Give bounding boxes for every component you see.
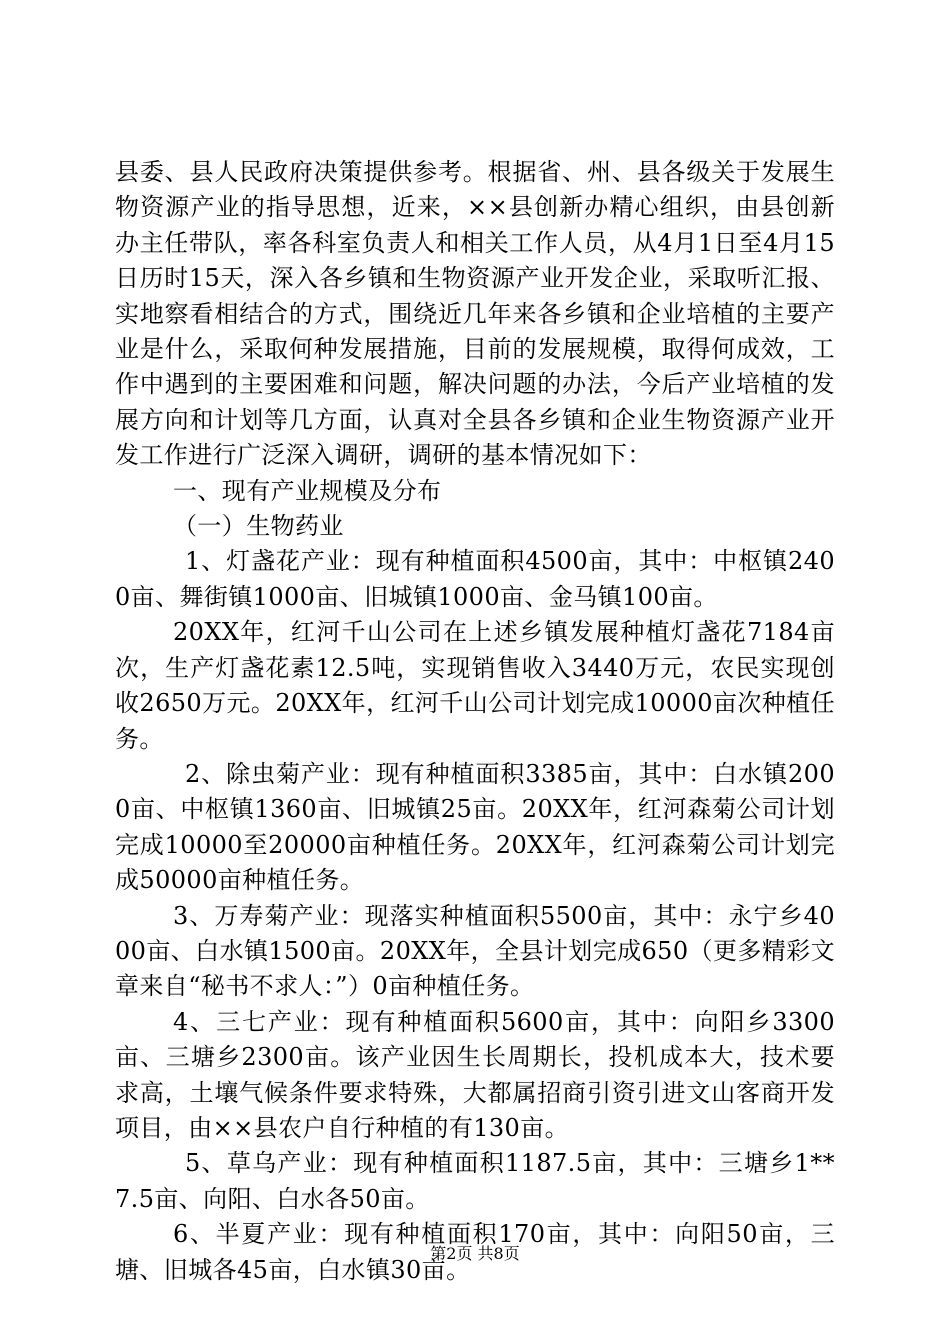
subsection-heading-biopharma: （一）生物药业 [173, 512, 344, 541]
paragraph-item-1: 1、灯盏花产业：现有种植面积4500亩，其中：中枢镇2400亩、舞街镇1000亩、旧城镇1000亩、金马镇100亩。 [115, 547, 835, 611]
page-footer: 第2页 共8页 [430, 1244, 520, 1263]
paragraph-item-4: 4、三七产业：现有种植面积5600亩，其中：向阳乡3300亩、三塘乡2300亩。该产业因生长周期长，投机成本大，技术要求高，土壤气候条件要求特殊，大都属招商引资引进文山客商开发项目，由××县农户自行种植的有130亩。 [115, 1007, 835, 1142]
section-heading-1: 一、现有产业规模及分布 [173, 476, 442, 505]
paragraph-item-3: 3、万寿菊产业：现落实种植面积5500亩，其中：永宁乡4000亩、白水镇1500亩。20XX年，全县计划完成650（更多精彩文章来自“秘书不求人：”）0亩种植任务。 [115, 901, 835, 1001]
document-body [115, 155, 835, 1288]
paragraph-intro: 县委、县人民政府决策提供参考。根据省、州、县各级关于发展生物资源产业的指导思想，近来，××县创新办精心组织，由县创新办主任带队，率各科室负责人和相关工作人员，从4月1日至4月15日历时15天，深入各乡镇和生物资源产业开发企业，采取听汇报、实地察看相结合的方式，围绕近几年来各乡镇和企业培植的主要产业是什么，采取何种发展措施，目前的发展规模，取得何成效，工作中遇到的主要困难和问题，解决问题的办法，今后产业培植的发展方向和计划等几方面，认真对全县各乡镇和企业生物资源产业开发工作进行广泛深入调研，调研的基本情况如下： [115, 158, 835, 470]
paragraph-item-1-detail: 20XX年，红河千山公司在上述乡镇发展种植灯盏花7184亩次，生产灯盏花素12.5吨，实现销售收入3440万元，农民实现创收2650万元。20XX年，红河千山公司计划完成10000亩次种植任务。 [115, 618, 835, 753]
paragraph-item-5: 5、草乌产业：现有种植面积1187.5亩，其中：三塘乡1**7.5亩、向阳、白水各50亩。 [115, 1149, 835, 1213]
paragraph-item-6: 6、半夏产业：现有种植面积170亩，其中：向阳50亩，三塘、旧城各45亩，白水镇30亩。 [115, 1220, 835, 1284]
paragraph-item-2: 2、除虫菊产业：现有种植面积3385亩，其中：白水镇2000亩、中枢镇1360亩、旧城镇25亩。20XX年，红河森菊公司计划完成10000至20000亩种植任务。20XX年，红河森菊公司计划完成50000亩种植任务。 [115, 759, 835, 895]
